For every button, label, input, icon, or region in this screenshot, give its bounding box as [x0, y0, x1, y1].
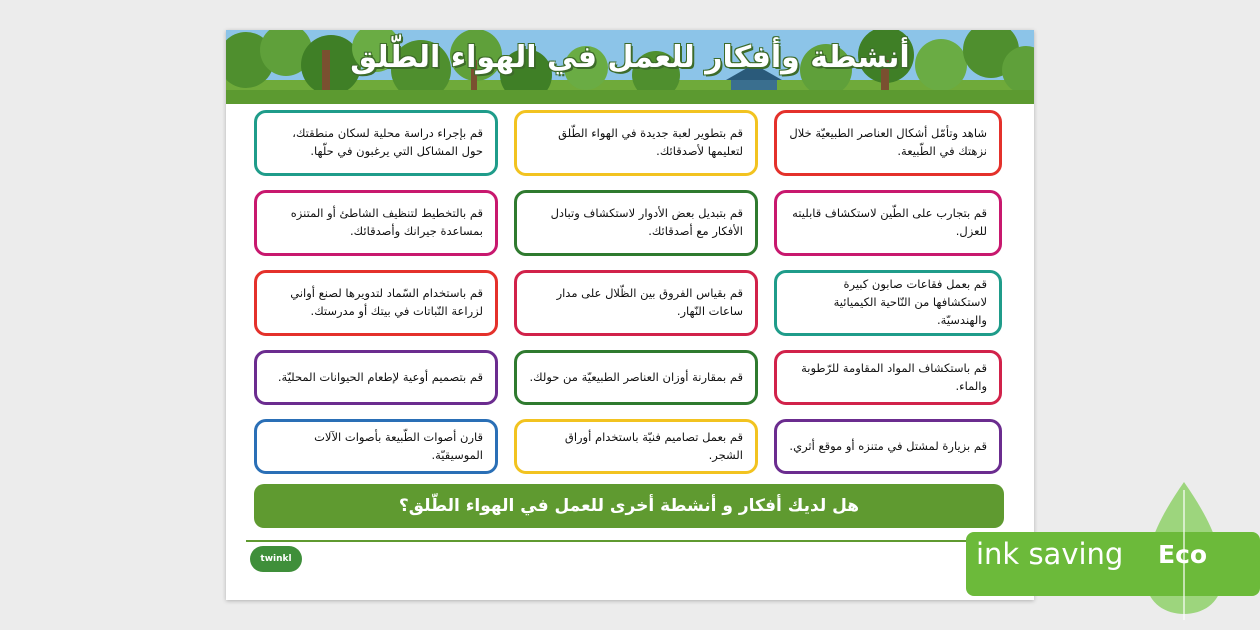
activity-card: قم بالتخطيط لتنظيف الشاطئ أو المتنزه بمساعدة جيرانك وأصدقائك. [254, 190, 498, 256]
page-title: أنشطة وأفكار للعمل في الهواء الطّلق [350, 40, 910, 75]
activity-card: قم باستخدام السّماد لتدويرها لصنع أواني لزراعة النّباتات في بيتك أو مدرستك. [254, 270, 498, 336]
activity-card: قم بتطوير لعبة جديدة في الهواء الطّلق لتعليمها لأصدقائك. [514, 110, 758, 176]
activity-card: قم بإجراء دراسة محلية لسكان منطقتك، حول المشاكل التي يرغبون في حلّها. [254, 110, 498, 176]
activity-card: قم بتصميم أوعية لإطعام الحيوانات المحليّة. [254, 350, 498, 405]
activity-card: قم بزيارة لمشتل في متنزه أو موقع أثري. [774, 419, 1002, 474]
activity-grid [254, 110, 1004, 474]
activity-card: شاهد وتأمّل أشكال العناصر الطبيعيّة خلال نزهتك في الطّبيعة. [774, 110, 1002, 176]
activity-card: قم بقياس الفروق بين الظّلال على مدار ساعات النّهار. [514, 270, 758, 336]
activity-card: قم بتبديل بعض الأدوار لاستكشاف وتبادل الأفكار مع أصدقائك. [514, 190, 758, 256]
footer-divider [246, 540, 1014, 542]
question-banner: هل لديك أفكار و أنشطة أخرى للعمل في الهواء الطّلق؟ [254, 484, 1004, 528]
activity-card: قم بتجارب على الطّين لاستكشاف قابليته للعزل. [774, 190, 1002, 256]
ink-saving-label: ink saving [976, 537, 1124, 571]
activity-card: قم بمقارنة أوزان العناصر الطبيعيّة من حولك. [514, 350, 758, 405]
activity-card: قارن أصوات الطّبيعة بأصوات الآلات الموسيقيّة. [254, 419, 498, 474]
header-banner [226, 30, 1034, 104]
activity-card: قم بعمل تصاميم فنيّة باستخدام أوراق الشجر. [514, 419, 758, 474]
activity-card: قم باستكشاف المواد المقاومة للرّطوبة والماء. [774, 350, 1002, 405]
twinkl-logo: twinkl [250, 546, 302, 572]
eco-badge [966, 482, 1260, 620]
activity-card: قم بعمل فقاعات صابون كبيرة لاستكشافها من النّاحية الكيميائية والهندسيّة. [774, 270, 1002, 336]
eco-word: Eco [1158, 540, 1208, 569]
worksheet [226, 30, 1034, 600]
